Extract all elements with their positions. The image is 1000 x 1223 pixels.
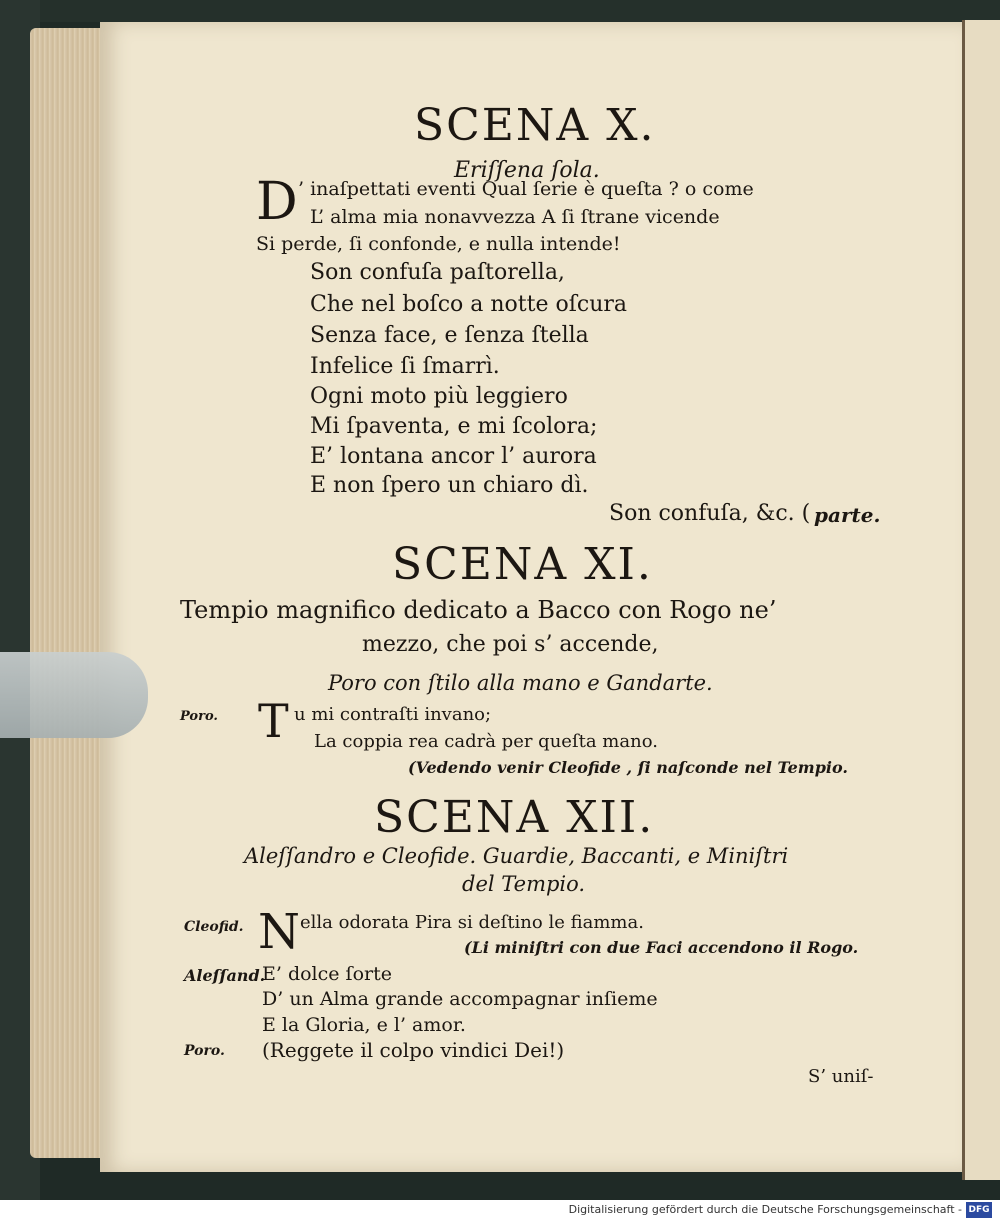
scene-10-line-10: E’ lontana ancor l’ aurora: [310, 444, 597, 469]
scene-12-characters-1: Aleſſandro e Cleofide. Guardie, Baccanti, e Miniſtri: [244, 844, 789, 868]
scene-10-heading: SCENA X.: [414, 100, 656, 151]
scene-11-line-2: La coppia rea cadrà per queſta mano.: [314, 731, 658, 752]
scene-10-line-4: Son confuſa paſtorella,: [310, 260, 565, 285]
scene-11-heading: SCENA XI.: [392, 539, 653, 590]
page-clip: [0, 652, 148, 738]
scene-11-setting-2: mezzo, che poi s’ accende,: [362, 632, 659, 657]
scene-10-dropcap: D: [256, 172, 298, 232]
facing-page-edge: [962, 20, 1000, 1180]
scene-10-exit: parte.: [814, 503, 881, 527]
scene-11-line-1: u mi contraſti invano;: [294, 704, 492, 725]
scene-12-heading: SCENA XII.: [374, 792, 655, 843]
scene-12-line-2: E’ dolce ſorte: [262, 963, 392, 985]
scene-12-line-1: ella odorata Pira si deſtino le fiamma.: [300, 912, 644, 933]
scene-12-line-5: (Reggete il colpo vindici Dei!): [262, 1038, 565, 1062]
footer-credit: Digitalisierung gefördert durch die Deutsche Forschungsgemeinschaft -: [568, 1203, 962, 1216]
speaker-poro-1: Poro.: [180, 709, 218, 724]
speaker-cleofide: Cleofid.: [184, 919, 244, 935]
scene-10-line-1: ’ inaſpettati eventi Qual ſerie è queſta ? o come: [298, 178, 754, 200]
scene-10-refrain: Son confuſa, &c. (: [609, 501, 811, 526]
catchword: S’ uniſ-: [808, 1066, 874, 1087]
scene-12-line-3: D’ un Alma grande accompagnar inſieme: [262, 988, 658, 1010]
scene-11-dropcap: T: [258, 694, 289, 748]
scene-12-line-4: E la Gloria, e l’ amor.: [262, 1014, 466, 1036]
scan-background-top: [0, 0, 1000, 22]
dfg-logo: DFG: [966, 1202, 992, 1218]
scene-11-setting-1: Tempio magnifico dedicato a Bacco con Rogo ne’: [180, 596, 777, 624]
scene-12-characters-2: del Tempio.: [462, 872, 586, 896]
scene-10-line-11: E non ſpero un chiaro dì.: [310, 473, 589, 498]
scene-10-line-7: Infelice ſi ſmarrì.: [310, 354, 500, 379]
scene-10-line-3: Si perde, ſi confonde, e nulla intende!: [256, 233, 621, 255]
scene-10-line-6: Senza face, e ſenza ſtella: [310, 323, 589, 348]
speaker-alessandro: Aleſſand.: [184, 966, 266, 985]
speaker-poro-2: Poro.: [184, 1043, 225, 1059]
scene-10-line-9: Mi ſpaventa, e mi ſcolora;: [310, 414, 598, 439]
scene-12-dropcap: N: [258, 904, 300, 960]
scene-10-line-2: L’ alma mia nonavvezza A ſi ſtrane vicende: [310, 206, 720, 228]
scene-10-subtitle: Eriſſena ſola.: [454, 158, 600, 183]
scene-11-stage-direction: (Vedendo venir Cleofide , ſi naſconde nel Tempio.: [408, 758, 848, 777]
scene-10-line-8: Ogni moto più leggiero: [310, 384, 568, 409]
scene-12-stage-direction: (Li miniſtri con due Faci accendono il Rogo.: [464, 938, 859, 957]
scene-10-line-5: Che nel boſco a notte oſcura: [310, 292, 627, 317]
scene-11-characters: Poro con ſtilo alla mano e Gandarte.: [328, 671, 713, 695]
